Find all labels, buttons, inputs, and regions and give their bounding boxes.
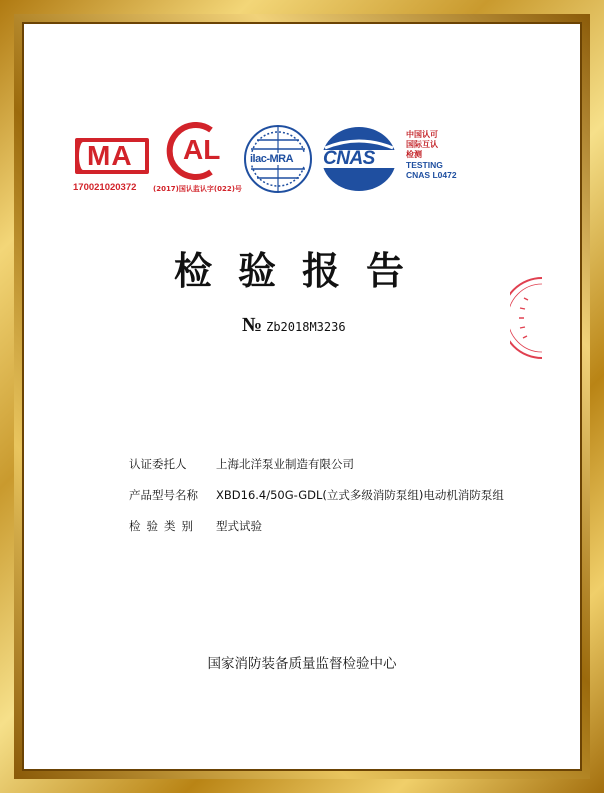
field-product-label: 产品型号名称 <box>129 488 198 502</box>
cnas-logo-text: CNAS <box>323 148 375 169</box>
field-product-value: XBD16.4/50G-GDL(立式多级消防泵组)电动机消防泵组 <box>216 488 504 502</box>
cma-number: 170021020372 <box>73 182 137 193</box>
cnas-line-5: CNAS L0472 <box>406 170 457 180</box>
cma-logo-text: MA <box>87 140 133 171</box>
cnas-line-2: 国际互认 <box>406 140 438 149</box>
field-test-type-label: 检验类别 <box>129 519 199 533</box>
issuing-organization: 国家消防装备质量监督检验中心 <box>207 656 397 672</box>
report-number-value: Zb2018M3236 <box>266 320 346 334</box>
ilac-mra-text: ilac-MRA <box>250 153 294 165</box>
number-symbol: № <box>242 314 263 336</box>
cnas-accreditation-text <box>406 130 457 180</box>
cal-number: (2017)国认监认字(022)号 <box>153 185 242 193</box>
report-title: 检验报告 <box>173 249 430 293</box>
red-seal-stamp <box>510 276 542 360</box>
cnas-line-1: 中国认可 <box>406 130 438 139</box>
cnas-line-4: TESTING <box>406 160 443 170</box>
cal-logo-text: AL <box>183 134 221 165</box>
field-test-type-value: 型式试验 <box>216 519 262 533</box>
cnas-line-3: 检测 <box>406 150 422 159</box>
report-number <box>242 314 346 337</box>
field-client-label: 认证委托人 <box>129 457 187 471</box>
field-client-value: 上海北洋泵业制造有限公司 <box>216 457 354 471</box>
